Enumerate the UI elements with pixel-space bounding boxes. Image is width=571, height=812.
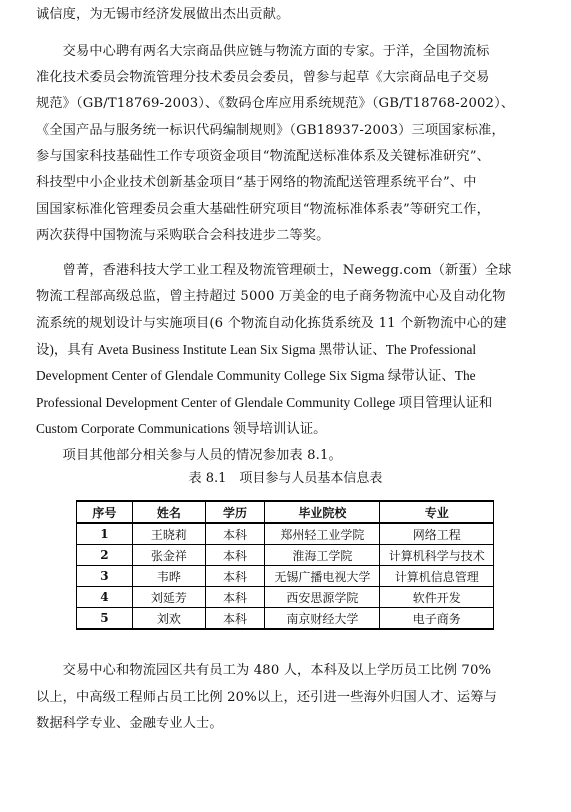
table-cell: 韦晔 <box>132 566 205 587</box>
table-cell: 计算机科学与技术 <box>380 545 494 566</box>
text-line: Professional Development Center of Glendale Community College 项目管理认证和 <box>36 395 493 410</box>
table-cell: 2 <box>77 545 133 566</box>
table-cell: 4 <box>77 587 133 608</box>
text-line: 以上，中高级工程师占员工比例 20%以上，还引进一些海外归国人才、运筹与 <box>36 690 497 705</box>
text-line: Development Center of Glendale Community College Six Sigma 绿带认证、The <box>36 368 476 383</box>
table-cell: 计算机信息管理 <box>380 566 494 587</box>
table-cell: 电子商务 <box>380 608 494 630</box>
header-cell: 姓名 <box>132 501 205 523</box>
text-line: 物流工程部高级总监，曾主持超过 5000 万美金的电子商务物流中心及自动化物 <box>36 289 506 304</box>
table-cell: 王晓莉 <box>132 523 205 545</box>
header-cell: 专业 <box>380 501 494 523</box>
header-cell: 学历 <box>205 501 264 523</box>
text-line: 准化技术委员会物流管理分技术委员会委员，曾参与起草《大宗商品电子交易 <box>36 70 490 85</box>
table-cell: 南京财经大学 <box>265 608 380 630</box>
table-cell: 5 <box>77 608 133 630</box>
text-line: Custom Corporate Communications 领导培训认证。 <box>36 421 327 436</box>
text-line: 设)，具有 Aveta Business Institute Lean Six Sigma 黑带认证、The Professional <box>36 342 477 357</box>
header-cell: 序号 <box>77 501 133 523</box>
table-caption: 表 8.1 项目参与人员基本信息表 <box>188 471 383 486</box>
table-row <box>77 608 494 630</box>
table-cell: 本科 <box>205 545 264 566</box>
table-cell: 1 <box>77 523 133 545</box>
text-line: 诚信度，为无锡市经济发展做出杰出贡献。 <box>36 7 290 22</box>
text-line: 参与国家科技基础性工作专项资金项目“物流配送标准体系及关键标准研究”、 <box>36 149 490 164</box>
table-cell: 无锡广播电视大学 <box>265 566 380 587</box>
table-cell: 西安思源学院 <box>265 587 380 608</box>
text-line: 规范》（GB/T18769-2003）、《数码仓库应用系统规范》（GB/T18768-2002）、 <box>36 96 515 111</box>
text-line: 流系统的规划设计与实施项目(6 个物流自动化拣货系统及 11 个新物流中心的建 <box>36 316 507 331</box>
table-cell: 3 <box>77 566 133 587</box>
text-line: 科技型中小企业技术创新基金项目“基于网络的物流配送管理系统平台”、中 <box>36 175 477 190</box>
text-line: 曾菁，香港科技大学工业工程及物流管理硕士，Newegg.com（新蛋）全球 <box>36 263 512 278</box>
table-cell: 张金祥 <box>132 545 205 566</box>
table-cell: 软件开发 <box>380 587 494 608</box>
text-line: 交易中心聘有两名大宗商品供应链与物流方面的专家。于洋，全国物流标 <box>36 44 490 59</box>
table-cell: 本科 <box>205 608 264 630</box>
table-cell: 刘欢 <box>132 608 205 630</box>
participant-table <box>76 500 494 630</box>
text-line: 交易中心和物流园区共有员工为 480 人，本科及以上学历员工比例 70% <box>36 663 492 678</box>
table-cell: 本科 <box>205 566 264 587</box>
table-header-row <box>77 501 494 523</box>
text-line: 两次获得中国物流与采购联合会科技进步二等奖。 <box>36 228 330 243</box>
header-cell: 毕业院校 <box>265 501 380 523</box>
table-cell: 刘延芳 <box>132 587 205 608</box>
table-row <box>77 566 494 587</box>
text-line: 项目其他部分相关参与人员的情况参加表 8.1。 <box>36 448 342 463</box>
text-line: 国国家标准化管理委员会重大基础性研究项目“物流标准体系表”等研究工作， <box>36 202 490 217</box>
table-cell: 本科 <box>205 523 264 545</box>
table-cell: 网络工程 <box>380 523 494 545</box>
table-cell: 郑州轻工业学院 <box>265 523 380 545</box>
table-row <box>77 545 494 566</box>
table-cell: 淮海工学院 <box>265 545 380 566</box>
table-row <box>77 523 494 545</box>
table-row <box>77 587 494 608</box>
text-line: 《全国产品与服务统一标识代码编制规则》（GB18937-2003）三项国家标准， <box>36 123 505 138</box>
table-cell: 本科 <box>205 587 264 608</box>
text-line: 数据科学专业、金融专业人士。 <box>36 716 223 731</box>
